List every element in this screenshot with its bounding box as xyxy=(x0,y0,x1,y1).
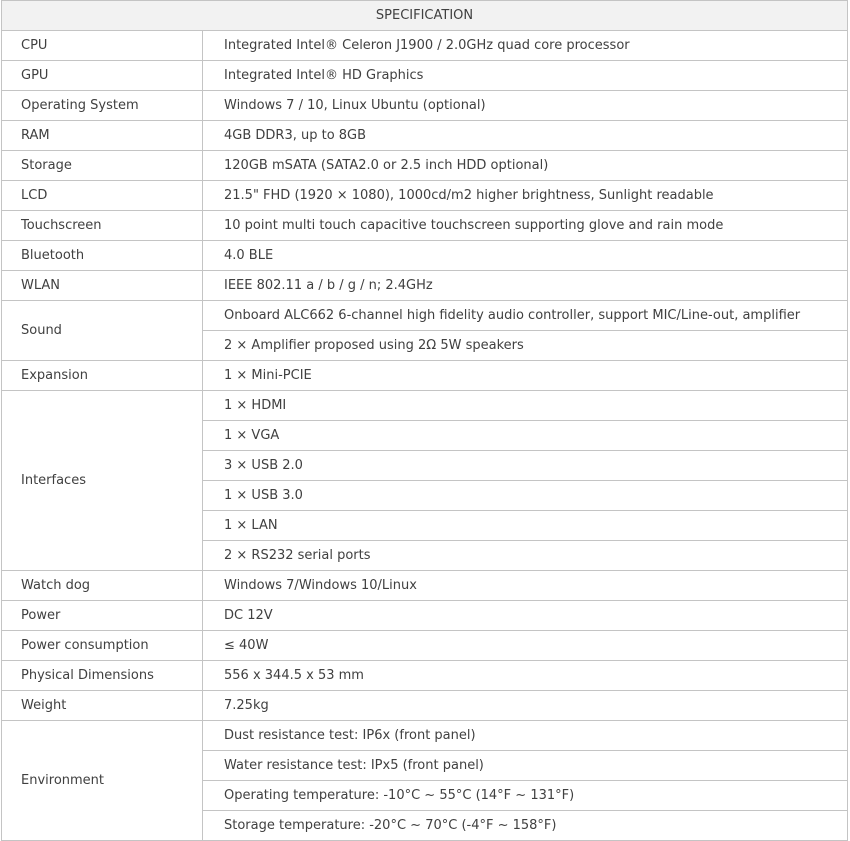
spec-value: ≤ 40W xyxy=(203,631,848,661)
table-row xyxy=(2,631,848,661)
table-row xyxy=(2,151,848,181)
table-row xyxy=(2,721,848,751)
table-row xyxy=(2,391,848,421)
table-row xyxy=(2,361,848,391)
table-row xyxy=(2,691,848,721)
table-row xyxy=(2,181,848,211)
spec-value: Operating temperature: -10°C ~ 55°C (14°F ~ 131°F) xyxy=(203,781,848,811)
spec-label: Bluetooth xyxy=(2,241,203,271)
spec-value: 1 × Mini-PCIE xyxy=(203,361,848,391)
spec-label: Power xyxy=(2,601,203,631)
spec-label: Sound xyxy=(2,301,203,361)
spec-label: Physical Dimensions xyxy=(2,661,203,691)
spec-value: Integrated Intel® HD Graphics xyxy=(203,61,848,91)
table-row xyxy=(2,571,848,601)
spec-value: Integrated Intel® Celeron J1900 / 2.0GHz quad core processor xyxy=(203,31,848,61)
table-row xyxy=(2,301,848,331)
spec-value: 2 × RS232 serial ports xyxy=(203,541,848,571)
spec-label: CPU xyxy=(2,31,203,61)
spec-value: 7.25kg xyxy=(203,691,848,721)
table-row xyxy=(2,31,848,61)
spec-value: IEEE 802.11 a / b / g / n; 2.4GHz xyxy=(203,271,848,301)
spec-value: Storage temperature: -20°C ~ 70°C (-4°F ~ 158°F) xyxy=(203,811,848,841)
spec-value: 21.5" FHD (1920 × 1080), 1000cd/m2 higher brightness, Sunlight readable xyxy=(203,181,848,211)
spec-value: 3 × USB 2.0 xyxy=(203,451,848,481)
spec-value: 1 × HDMI xyxy=(203,391,848,421)
spec-label: Touchscreen xyxy=(2,211,203,241)
spec-label: LCD xyxy=(2,181,203,211)
table-row xyxy=(2,91,848,121)
spec-value: 4.0 BLE xyxy=(203,241,848,271)
spec-value: 4GB DDR3, up to 8GB xyxy=(203,121,848,151)
table-row xyxy=(2,601,848,631)
spec-label: Environment xyxy=(2,721,203,841)
spec-value: 2 × Amplifier proposed using 2Ω 5W speakers xyxy=(203,331,848,361)
spec-value: 1 × USB 3.0 xyxy=(203,481,848,511)
spec-value: DC 12V xyxy=(203,601,848,631)
spec-value: 10 point multi touch capacitive touchscreen supporting glove and rain mode xyxy=(203,211,848,241)
spec-value: Windows 7 / 10, Linux Ubuntu (optional) xyxy=(203,91,848,121)
spec-label: Power consumption xyxy=(2,631,203,661)
spec-value: Onboard ALC662 6-channel high fidelity audio controller, support MIC/Line-out, amplifier xyxy=(203,301,848,331)
table-row xyxy=(2,61,848,91)
spec-label: RAM xyxy=(2,121,203,151)
title-row xyxy=(2,1,848,31)
spec-value: Windows 7/Windows 10/Linux xyxy=(203,571,848,601)
spec-value: 1 × VGA xyxy=(203,421,848,451)
spec-body xyxy=(2,31,848,841)
table-row xyxy=(2,241,848,271)
spec-label: WLAN xyxy=(2,271,203,301)
spec-label: Watch dog xyxy=(2,571,203,601)
spec-value: Water resistance test: IPx5 (front panel) xyxy=(203,751,848,781)
spec-value: 556 x 344.5 x 53 mm xyxy=(203,661,848,691)
spec-label: Storage xyxy=(2,151,203,181)
table-row xyxy=(2,121,848,151)
spec-label: Interfaces xyxy=(2,391,203,571)
spec-label: Operating System xyxy=(2,91,203,121)
table-row xyxy=(2,211,848,241)
spec-value: Dust resistance test: IP6x (front panel) xyxy=(203,721,848,751)
spec-label: Weight xyxy=(2,691,203,721)
table-title: SPECIFICATION xyxy=(2,1,848,31)
specification-table xyxy=(1,0,848,841)
spec-label: GPU xyxy=(2,61,203,91)
spec-value: 120GB mSATA (SATA2.0 or 2.5 inch HDD optional) xyxy=(203,151,848,181)
table-row xyxy=(2,661,848,691)
spec-label: Expansion xyxy=(2,361,203,391)
table-row xyxy=(2,271,848,301)
spec-value: 1 × LAN xyxy=(203,511,848,541)
